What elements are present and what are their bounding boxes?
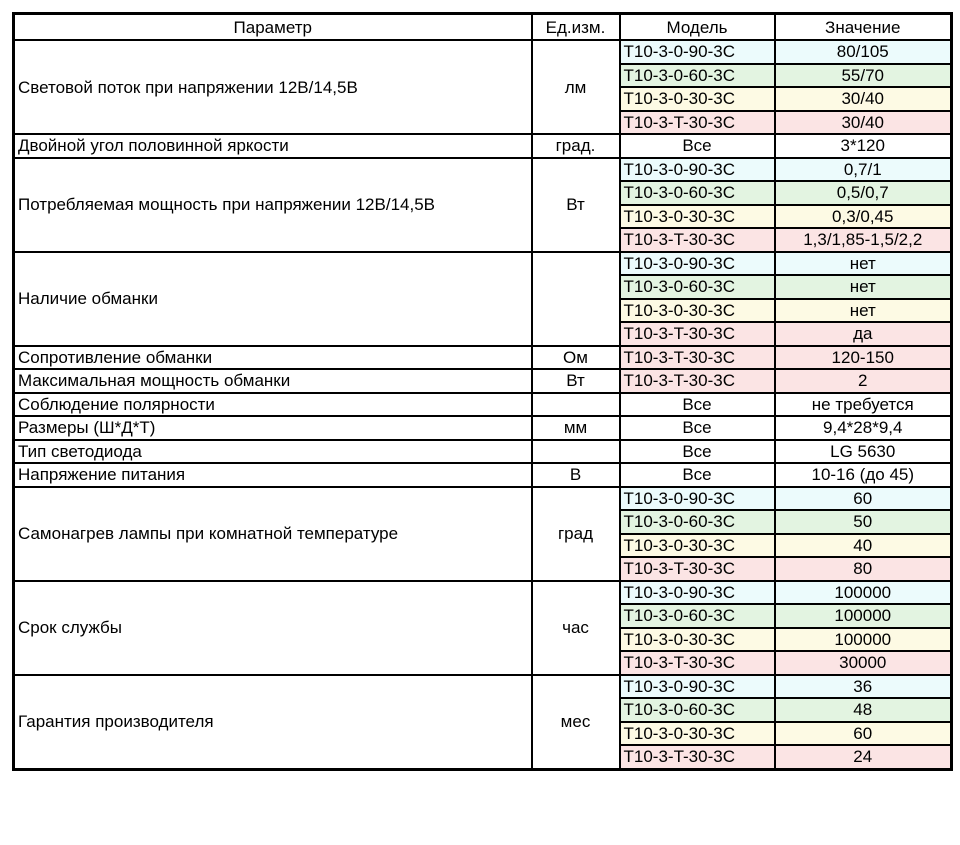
unit-cell: град. [532, 134, 620, 158]
value-cell: нет [775, 299, 952, 323]
value-cell: 30/40 [775, 111, 952, 135]
param-cell: Гарантия производителя [14, 675, 532, 770]
value-cell: 80 [775, 557, 952, 581]
unit-cell: Вт [532, 369, 620, 393]
param-cell: Напряжение питания [14, 463, 532, 487]
param-cell: Потребляемая мощность при напряжении 12В/14,5В [14, 158, 532, 252]
specs-table [12, 12, 953, 771]
unit-cell: В [532, 463, 620, 487]
value-cell: не требуется [775, 393, 952, 417]
model-cell: Все [620, 134, 775, 158]
header-value: Значение [775, 14, 952, 41]
param-cell: Соблюдение полярности [14, 393, 532, 417]
table-row [14, 393, 952, 417]
param-cell: Срок службы [14, 581, 532, 675]
param-cell: Световой поток при напряжении 12В/14,5В [14, 40, 532, 134]
value-cell: LG 5630 [775, 440, 952, 464]
model-cell: T10-3-0-90-3C [620, 40, 775, 64]
value-cell: 50 [775, 510, 952, 534]
param-cell: Тип светодиода [14, 440, 532, 464]
model-cell: T10-3-0-30-3C [620, 534, 775, 558]
table-row [14, 581, 952, 605]
value-cell: 30000 [775, 651, 952, 675]
value-cell: 80/105 [775, 40, 952, 64]
unit-cell: мес [532, 675, 620, 770]
model-cell: T10-3-0-60-3C [620, 510, 775, 534]
model-cell: Все [620, 440, 775, 464]
model-cell: T10-3-0-60-3C [620, 604, 775, 628]
value-cell: 100000 [775, 581, 952, 605]
model-cell: T10-3-T-30-3C [620, 228, 775, 252]
param-cell: Двойной угол половинной яркости [14, 134, 532, 158]
table-body [14, 40, 952, 769]
model-cell: T10-3-0-90-3C [620, 487, 775, 511]
table-row [14, 369, 952, 393]
value-cell: нет [775, 252, 952, 276]
param-cell: Максимальная мощность обманки [14, 369, 532, 393]
value-cell: 1,3/1,85-1,5/2,2 [775, 228, 952, 252]
model-cell: T10-3-T-30-3C [620, 651, 775, 675]
value-cell: 30/40 [775, 87, 952, 111]
model-cell: T10-3-0-60-3C [620, 64, 775, 88]
value-cell: 48 [775, 698, 952, 722]
value-cell: 60 [775, 487, 952, 511]
model-cell: T10-3-0-30-3C [620, 299, 775, 323]
table-row [14, 463, 952, 487]
model-cell: T10-3-0-90-3C [620, 581, 775, 605]
header-row [14, 14, 952, 41]
value-cell: 0,3/0,45 [775, 205, 952, 229]
model-cell: T10-3-0-60-3C [620, 181, 775, 205]
value-cell: 10-16 (до 45) [775, 463, 952, 487]
model-cell: T10-3-T-30-3C [620, 346, 775, 370]
param-cell: Сопротивление обманки [14, 346, 532, 370]
value-cell: 24 [775, 745, 952, 769]
table-row [14, 440, 952, 464]
model-cell: T10-3-T-30-3C [620, 111, 775, 135]
value-cell: 100000 [775, 604, 952, 628]
table-row [14, 487, 952, 511]
value-cell: 55/70 [775, 64, 952, 88]
table-row [14, 416, 952, 440]
table-row [14, 40, 952, 64]
header-unit: Ед.изм. [532, 14, 620, 41]
model-cell: T10-3-0-30-3C [620, 205, 775, 229]
param-cell: Наличие обманки [14, 252, 532, 346]
value-cell: 40 [775, 534, 952, 558]
model-cell: Все [620, 416, 775, 440]
value-cell: 0,5/0,7 [775, 181, 952, 205]
header-param: Параметр [14, 14, 532, 41]
value-cell: 3*120 [775, 134, 952, 158]
table-row [14, 346, 952, 370]
model-cell: T10-3-0-30-3C [620, 722, 775, 746]
unit-cell [532, 252, 620, 346]
table-row [14, 158, 952, 182]
model-cell: T10-3-T-30-3C [620, 369, 775, 393]
param-cell: Самонагрев лампы при комнатной температуре [14, 487, 532, 581]
model-cell: T10-3-0-90-3C [620, 675, 775, 699]
model-cell: T10-3-0-30-3C [620, 628, 775, 652]
value-cell: 9,4*28*9,4 [775, 416, 952, 440]
table-row [14, 252, 952, 276]
model-cell: T10-3-0-30-3C [620, 87, 775, 111]
unit-cell: лм [532, 40, 620, 134]
model-cell: T10-3-0-60-3C [620, 698, 775, 722]
value-cell: 60 [775, 722, 952, 746]
model-cell: T10-3-T-30-3C [620, 557, 775, 581]
table-row [14, 675, 952, 699]
model-cell: T10-3-0-60-3C [620, 275, 775, 299]
unit-cell: град [532, 487, 620, 581]
value-cell: 100000 [775, 628, 952, 652]
unit-cell [532, 440, 620, 464]
model-cell: T10-3-0-90-3C [620, 158, 775, 182]
value-cell: 2 [775, 369, 952, 393]
unit-cell [532, 393, 620, 417]
param-cell: Размеры (Ш*Д*Т) [14, 416, 532, 440]
model-cell: Все [620, 393, 775, 417]
table-row [14, 134, 952, 158]
unit-cell: мм [532, 416, 620, 440]
model-cell: T10-3-T-30-3C [620, 322, 775, 346]
value-cell: нет [775, 275, 952, 299]
model-cell: Все [620, 463, 775, 487]
value-cell: да [775, 322, 952, 346]
model-cell: T10-3-T-30-3C [620, 745, 775, 769]
unit-cell: Ом [532, 346, 620, 370]
unit-cell: Вт [532, 158, 620, 252]
header-model: Модель [620, 14, 775, 41]
model-cell: T10-3-0-90-3C [620, 252, 775, 276]
value-cell: 0,7/1 [775, 158, 952, 182]
value-cell: 120-150 [775, 346, 952, 370]
unit-cell: час [532, 581, 620, 675]
value-cell: 36 [775, 675, 952, 699]
